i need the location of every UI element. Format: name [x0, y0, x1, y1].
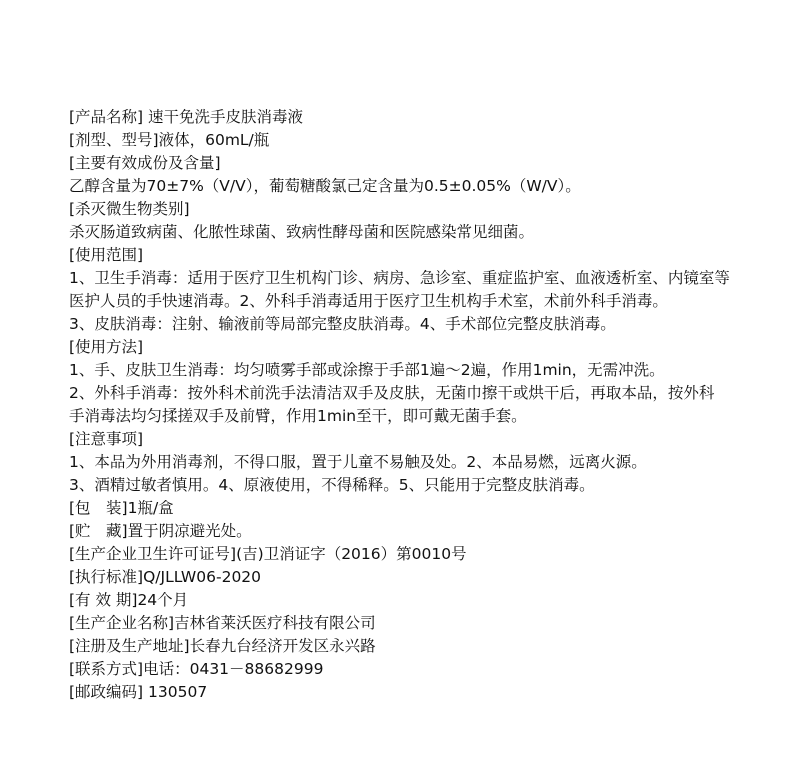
- dosage-form-line: [剂型、型号]液体，60mL/瓶: [69, 131, 270, 149]
- scope-text-3: 3、皮肤消毒：注射、输液前等局部完整皮肤消毒。4、手术部位完整皮肤消毒。: [69, 315, 616, 333]
- address-line: [注册及生产地址]长春九台经济开发区永兴路: [69, 637, 376, 655]
- postal-code-line: [邮政编码] 130507: [69, 683, 208, 701]
- precautions-text-1: 1、本品为外用消毒剂，不得口服，置于儿童不易触及处。2、本品易燃，远离火源。: [69, 453, 647, 471]
- usage-text-3: 手消毒法均匀揉搓双手及前臂，作用1min至干，即可戴无菌手套。: [69, 407, 527, 425]
- packaging-line: [包 装]1瓶/盒: [69, 499, 174, 517]
- scope-text-2: 医护人员的手快速消毒。2、外科手消毒适用于医疗卫生机构手术室，术前外科手消毒。: [69, 292, 668, 310]
- precautions-heading: [注意事项]: [69, 430, 144, 448]
- manufacturer-line: [生产企业名称]吉林省莱沃医疗科技有限公司: [69, 614, 376, 632]
- usage-text-1: 1、手、皮肤卫生消毒：均匀喷雾手部或涂擦于手部1遍～2遍，作用1min，无需冲洗。: [69, 361, 665, 379]
- ingredients-heading: [主要有效成份及含量]: [69, 154, 221, 172]
- scope-heading: [使用范围]: [69, 246, 144, 264]
- scope-text-1: 1、卫生手消毒：适用于医疗卫生机构门诊、病房、急诊室、重症监护室、血液透析室、内镜室等: [69, 269, 730, 287]
- expiry-line: [有 效 期]24个月: [69, 591, 189, 609]
- standard-line: [执行标准]Q/JLLW06-2020: [69, 568, 262, 586]
- precautions-text-2: 3、酒精过敏者慎用。4、原液使用，不得稀释。5、只能用于完整皮肤消毒。: [69, 476, 595, 494]
- microbes-text: 杀灭肠道致病菌、化脓性球菌、致病性酵母菌和医院感染常见细菌。: [69, 223, 535, 241]
- contact-line: [联系方式]电话：0431－88682999: [69, 660, 324, 678]
- license-line: [生产企业卫生许可证号](吉)卫消证字（2016）第0010号: [69, 545, 467, 563]
- usage-text-2: 2、外科手消毒：按外科术前洗手法清洁双手及皮肤，无菌巾擦干或烘干后，再取本品，按外科: [69, 384, 715, 402]
- usage-heading: [使用方法]: [69, 338, 144, 356]
- ingredients-text: 乙醇含量为70±7%（V/V），葡萄糖酸氯己定含量为0.5±0.05%（W/V）。: [69, 177, 581, 195]
- storage-line: [贮 藏]置于阴凉避光处。: [69, 522, 252, 540]
- product-name-line: [产品名称] 速干免洗手皮肤消毒液: [69, 108, 304, 126]
- product-label-document: [69, 106, 769, 704]
- microbes-heading: [杀灭微生物类别]: [69, 200, 190, 218]
